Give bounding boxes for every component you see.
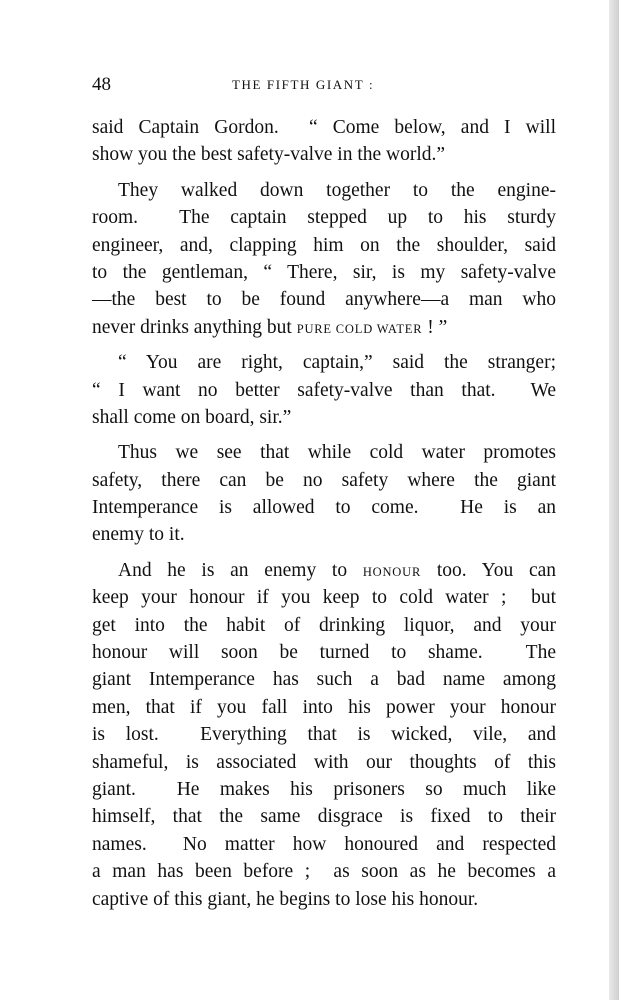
- text-line: show you the best safety-valve in the world.”: [92, 144, 446, 166]
- page-edge-shadow: [609, 0, 619, 1000]
- text-line: shameful, is associated with our thoughts of this: [92, 751, 556, 773]
- text-line: a man has been before ; as soon as he becomes a: [92, 861, 556, 883]
- text-line: [92, 314, 556, 341]
- text-line: is lost. Everything that is wicked, vile, and: [92, 724, 556, 746]
- text-line: get into the habit of drinking liquor, and your: [92, 614, 556, 636]
- page-number: 48: [92, 74, 111, 95]
- paragraph-4: [92, 439, 556, 549]
- body-text: [92, 114, 556, 913]
- text-span: ! ”: [422, 316, 448, 338]
- text-line: room. The captain stepped up to his sturdy: [92, 207, 556, 229]
- text-line: “ I want no better safety-valve than that. We: [92, 379, 556, 401]
- text-line: honour will soon be turned to shame. The: [92, 642, 556, 664]
- smallcaps-phrase: PURE COLD WATER: [296, 321, 423, 336]
- text-line: safety, there can be no safety where the giant: [92, 469, 556, 491]
- text-line: said Captain Gordon. “ Come below, and I will: [92, 117, 556, 138]
- text-span: too. You can: [421, 559, 557, 581]
- text-line: Thus we see that while cold water promotes: [118, 442, 556, 464]
- text-line: —the best to be found anywhere—a man who: [92, 289, 556, 311]
- text-line: They walked down together to the engine-: [118, 179, 556, 201]
- text-line: himself, that the same disgrace is fixed to their: [92, 806, 556, 828]
- text-span: never drinks anything but: [92, 316, 297, 338]
- text-line: names. No matter how honoured and respected: [92, 833, 556, 855]
- text-line: captive of this giant, he begins to lose his honour.: [92, 888, 479, 910]
- smallcaps-phrase: HONOUR: [362, 564, 422, 579]
- text-span: And he is an enemy to: [118, 559, 363, 581]
- page-header: [92, 74, 556, 104]
- text-line: to the gentleman, “ There, sir, is my safety-valve: [92, 261, 556, 283]
- running-title: THE FIFTH GIANT :: [232, 77, 375, 92]
- text-line: [92, 557, 556, 584]
- text-line: shall come on board, sir.”: [92, 406, 292, 428]
- text-line: giant Intemperance has such a bad name among: [92, 669, 556, 691]
- paragraph-3: [92, 349, 556, 431]
- text-line: keep your honour if you keep to cold water ; but: [92, 587, 556, 609]
- paragraph-1: [92, 114, 556, 169]
- text-line: giant. He makes his prisoners so much like: [92, 778, 556, 800]
- text-line: enemy to it.: [92, 524, 185, 546]
- text-line: Intemperance is allowed to come. He is an: [92, 497, 556, 519]
- text-line: men, that if you fall into his power your honour: [92, 696, 556, 718]
- text-line: “ You are right, captain,” said the stranger;: [118, 352, 556, 374]
- text-line: engineer, and, clapping him on the shoulder, said: [92, 234, 556, 256]
- paragraph-2: [92, 177, 556, 341]
- paragraph-5: [92, 557, 556, 913]
